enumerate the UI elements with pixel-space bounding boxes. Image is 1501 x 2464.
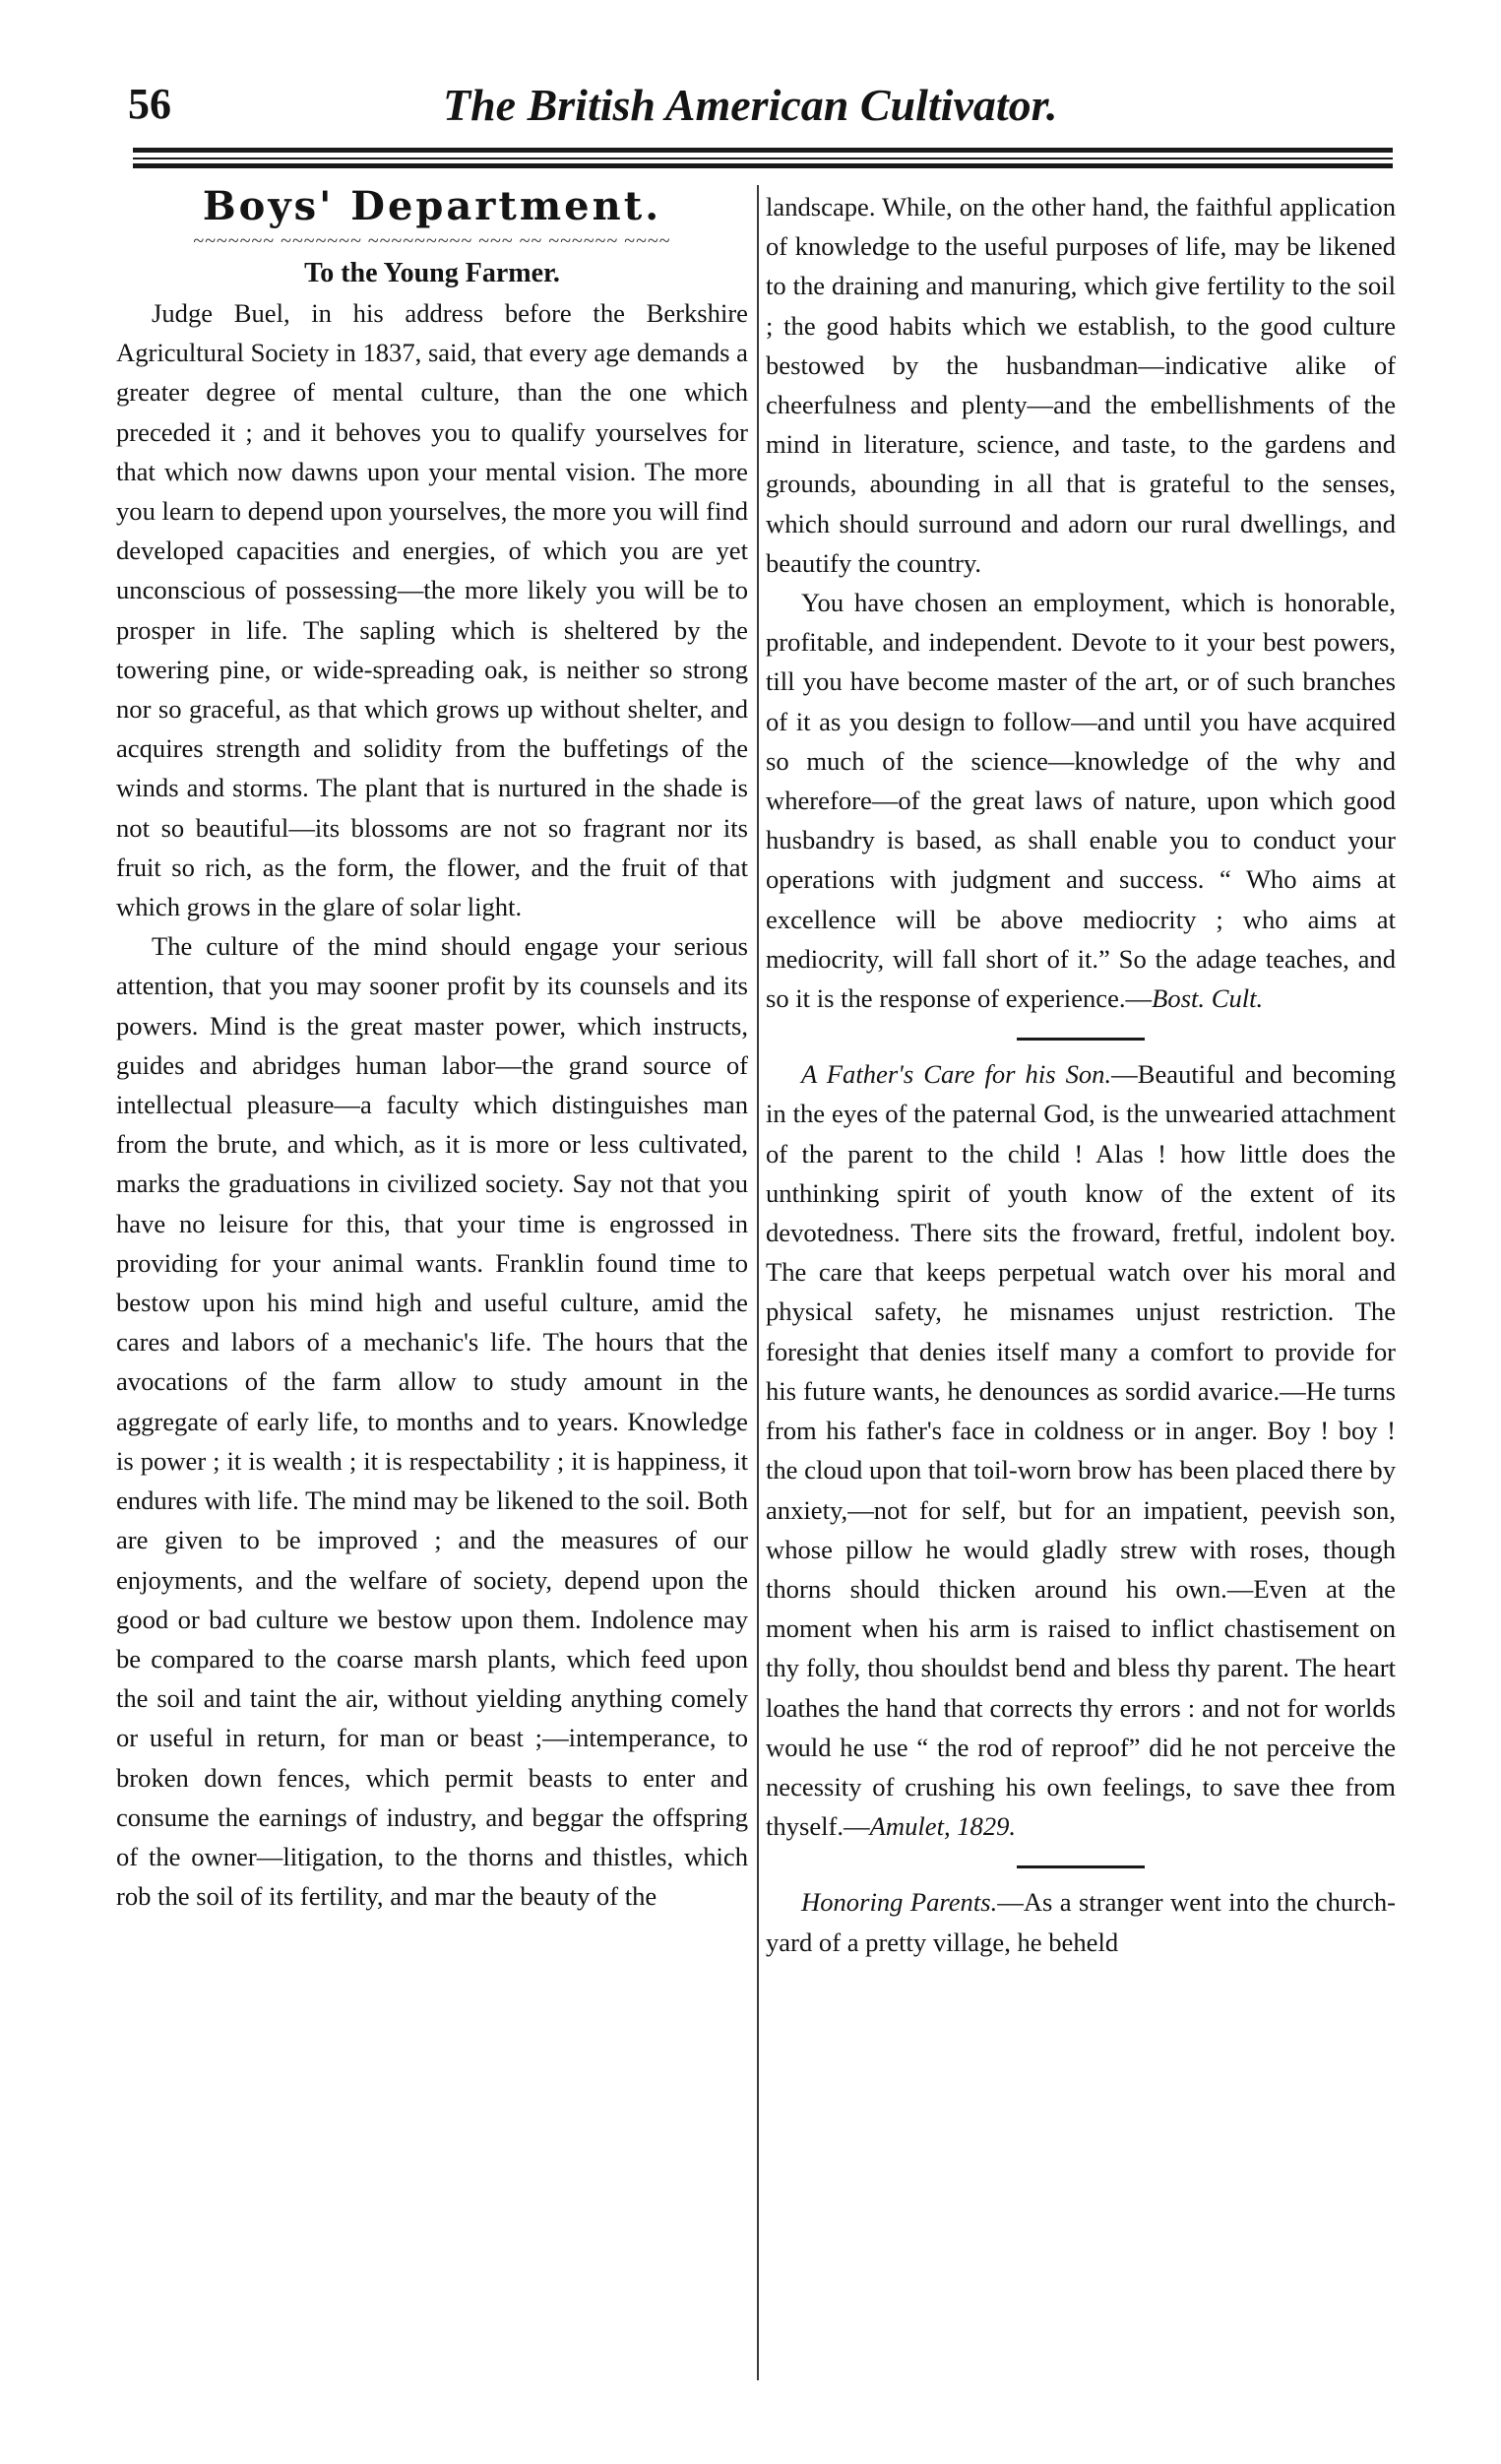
left-column [116,183,748,1916]
honoring-parents-text: —As a stranger went into the church-yard of a pretty village, he beheld [766,1887,1396,1957]
article-paragraph-2: The culture of the mind should engage your serious attention, that you may sooner profit by its counsels and its powers. Mind is the great master power, which instructs, guides and abridges human labor—the grand source of intellectual pleasure—a faculty which distinguishes man from the brute, and which, as it is more or less cultivated, marks the graduations in civilized society. Say not that you have no leisure for this, that your time is engrossed in providing for your animal wants. Franklin found time to bestow upon his mind high and useful culture, amid the cares and labors of a mechanic's life. The hours that the avocations of the farm allow to study amount in the aggregate of early life, to months and to years. Knowledge is power ; it is wealth ; it is respectability ; it is happiness, it endures with life. The mind may be likened to the soil. Both are given to be improved ; and the measures of our enjoyments, and the welfare of society, depend upon the good or bad culture we bestow upon them. Indolence may be compared to the coarse marsh plants, which feed upon the soil and taint the air, without yielding anything comely or useful in return, for man or beast ;—intemperance, to broken down fences, which permit beasts to enter and consume the earnings of industry, and beggar the offspring of the owner—litigation, to the thorns and thistles, which rob the soil of its fertility, and mar the beauty of the [116,931,748,1912]
right-column [766,187,1396,1962]
department-title: Boys' Department. [202,183,662,229]
father-care-article [766,1054,1396,1846]
father-care-text: —Beautiful and becoming in the eyes of the paternal God, is the unwearied attachment of the parent to the child ! Alas ! how little does the unthinking spirit of youth know of the extent of its devotedness. There sits the froward, fretful, indolent boy. The care that keeps perpetual watch over his moral and physical safety, he misnames unjust restriction. The foresight that denies itself many a comfort to provide for his future wants, he denounces as sordid avarice.—He turns from his father's face in coldness or in anger. Boy ! boy ! the cloud upon that toil-worn brow has been placed there by anxiety,—not for self, but for an impatient, peevish son, whose pillow he would gladly strew with roses, though thorns should thicken around his own.—Even at the moment when his arm is raised to inflict chastisement on thy folly, thou shouldst bend and bless thy parent. The heart loathes the hand that corrects thy errors : and not for worlds would he use “ the rod of reproof” did he not perceive the necessity of crushing his own feelings, to save thee from thyself.— [766,1059,1396,1842]
father-care-title: A Father's Care for his Son. [801,1059,1112,1090]
page-header [128,79,1398,138]
honoring-parents-article [766,1882,1396,1961]
article-paragraph-3 [766,583,1396,1018]
header-rule-middle [133,158,1393,159]
ornamental-divider: ~~~~~~~ ~~~~~~~ ~~~~~~~~~ ~~~ ~~ ~~~~~~ ~~~~ [193,232,671,252]
page-number: 56 [128,80,171,128]
father-care-source: Amulet, 1829. [869,1811,1017,1842]
header-rule-bottom [133,163,1393,168]
source-credit: Bost. Cult. [1152,983,1264,1014]
article-title: To the Young Farmer. [304,258,560,288]
article-paragraph-1: Judge Buel, in his address before the Berkshire Agricultural Society in 1837, said, that every age demands a greater degree of mental culture, than the one which preceded it ; and it behoves you to qualify yourselves for that which now dawns upon your mental vision. The more you learn to depend upon yourselves, the more you will find developed capacities and energies, of which you are yet unconscious of possessing—the more likely you will be to prosper in life. The sapling which is sheltered by the towering pine, or wide-spreading oak, is neither so strong nor so graceful, as that which grows up without shelter, and acquires strength and solidity from the buffetings of the winds and storms. The plant that is nurtured in the shade is not so beautiful—its blossoms are not so fragrant nor its fruit so rich, as the form, the flower, and the fruit of that which grows in the glare of solar light. [116,298,748,922]
paragraph-text: You have chosen an employment, which is honorable, profitable, and independent. Devote to it your best powers, till you have become master of the art, or of such branches of it as you design to follow—and until you have acquired so much of the science—knowledge of the why and wherefore—of the great laws of nature, upon which good husbandry is based, as shall enable you to conduct your operations with judgment and success. “ Who aims at excellence will be above mediocrity ; who aims at mediocrity, will fall short of it.” So the adage teaches, and so it is the response of experience.— [766,588,1396,1014]
article-continuation: landscape. While, on the other hand, the faithful application of knowledge to the useful purposes of life, may be likened to the draining and manuring, which give fertility to the soil ; the good habits which we establish, to the good culture bestowed by the husbandman—indicative alike of cheerfulness and plenty—and the embellishments of the mind in literature, science, and taste, to the gardens and grounds, abounding in all that is grateful to the senses, which should surround and adorn our rural dwellings, and beautify the country. [766,192,1396,578]
section-rule [1017,1865,1145,1868]
header-rule-top [133,148,1393,153]
column-divider [757,185,759,2380]
journal-title: The British American Cultivator. [443,80,1058,130]
section-rule [1017,1038,1145,1041]
honoring-parents-title: Honoring Parents. [801,1887,998,1918]
